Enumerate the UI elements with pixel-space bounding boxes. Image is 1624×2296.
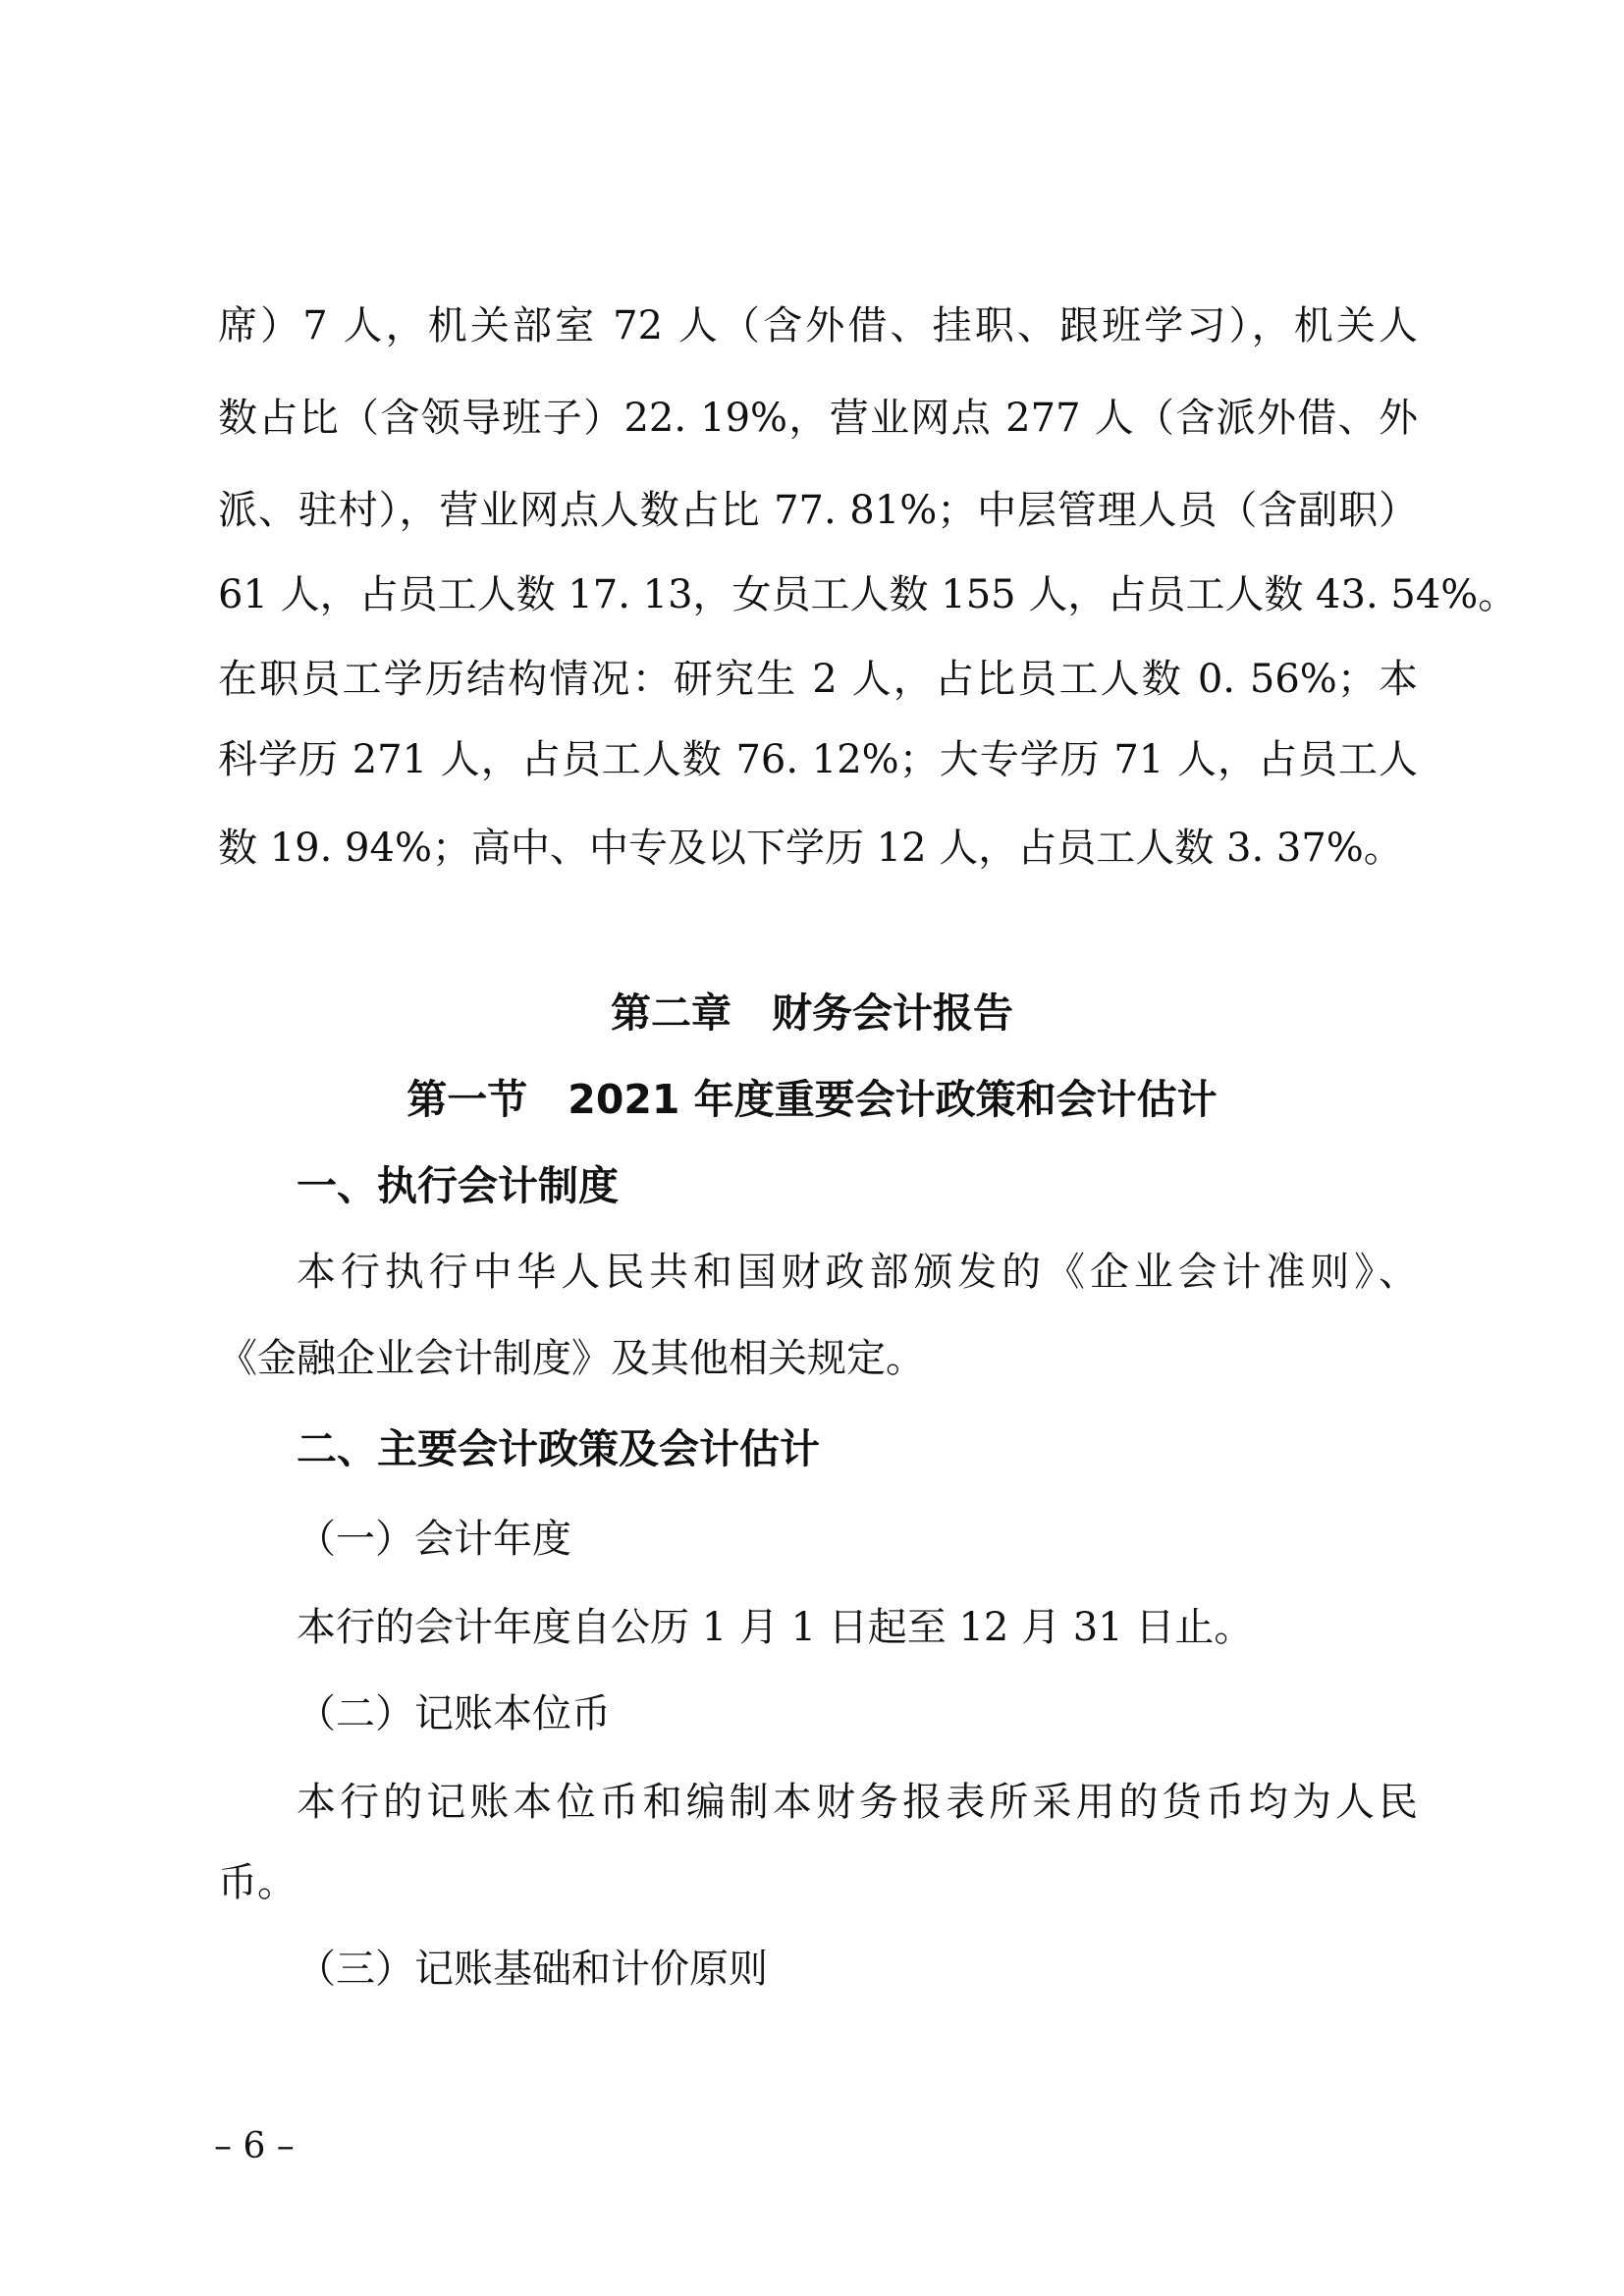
page-number: – 6 – bbox=[214, 2126, 295, 2166]
accounting-system-line-1: 本行执行中华人民共和国财政部颁发的《企业会计准则》、 bbox=[297, 1250, 1418, 1295]
paragraph-line-4: 61 人，占员工人数 17. 13，女员工人数 155 人，占员工人数 43. 54%。 bbox=[218, 572, 1518, 617]
paragraph-line-3: 派、驻村），营业网点人数占比 77. 81%；中层管理人员（含副职） bbox=[218, 488, 1418, 533]
currency-line-1: 本行的记账本位币和编制本财务报表所采用的货币均为人民 bbox=[297, 1780, 1418, 1825]
heading-main-policies: 二、主要会计政策及会计估计 bbox=[297, 1425, 820, 1472]
heading-execute-accounting-system: 一、执行会计制度 bbox=[297, 1162, 619, 1209]
chapter-title: 第二章 财务会计报告 bbox=[611, 989, 1013, 1037]
paragraph-line-5: 在职员工学历结构情况：研究生 2 人，占比员工人数 0. 56%；本 bbox=[218, 657, 1418, 702]
accounting-system-line-2: 《金融企业会计制度》及其他相关规定。 bbox=[218, 1336, 925, 1381]
section-title: 第一节 2021 年度重要会计政策和会计估计 bbox=[406, 1076, 1218, 1123]
sub-heading-accounting-basis: （三）记账基础和计价原则 bbox=[297, 1947, 768, 1992]
paragraph-line-6: 科学历 271 人，占员工人数 76. 12%；大专学历 71 人，占员工人 bbox=[218, 737, 1418, 782]
sub-heading-currency: （二）记账本位币 bbox=[297, 1691, 611, 1736]
fiscal-year-text: 本行的会计年度自公历 1 月 1 日起至 12 月 31 日止。 bbox=[297, 1605, 1254, 1650]
paragraph-line-2: 数占比（含领导班子）22. 19%，营业网点 277 人（含派外借、外 bbox=[218, 396, 1418, 441]
currency-line-2: 币。 bbox=[218, 1860, 297, 1905]
paragraph-line-1: 席）7 人，机关部室 72 人（含外借、挂职、跟班学习），机关人 bbox=[218, 303, 1418, 348]
paragraph-line-7: 数 19. 94%；高中、中专及以下学历 12 人，占员工人数 3. 37%。 bbox=[218, 826, 1403, 871]
sub-heading-fiscal-year: （一）会计年度 bbox=[297, 1517, 571, 1562]
